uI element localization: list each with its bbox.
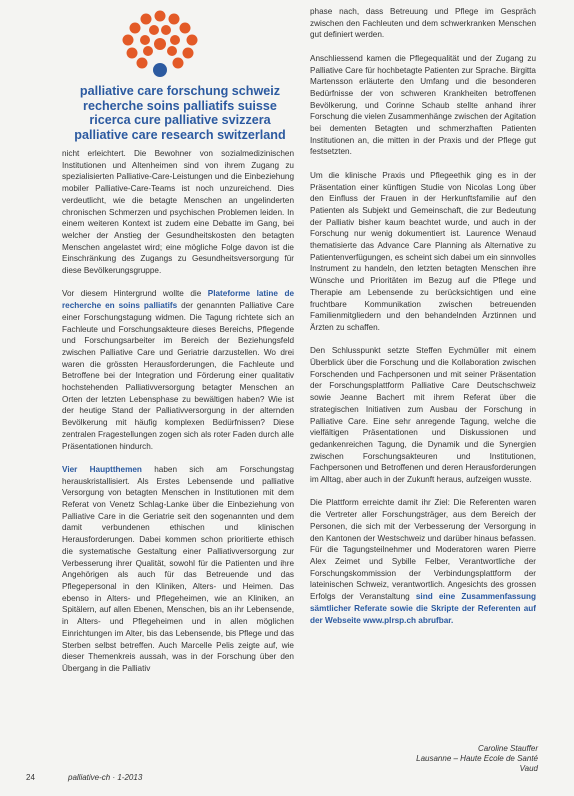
paragraph: Den Schlusspunkt setzte Steffen Eychmüller mit einem Überblick über die Forschung und die Kollaboration zwischen Forschenden und Fachpersonen und mit seiner Präsentation der Forschungsplattform Palliative Care Deutschschweiz sowie Jeanne Bachert mit ihrem Referat über die strategischen Initiativen zum Ausbau der Forschung in Palliative Care. Eine sehr anregende Tagung, welche die vielfältigen Präsentationen und Diskussionen und gedankenreichen Tagung, die Dynamik und die Synergien zwischen Forschungsakteuren und Institutionen, Fachpersonen und Betroffenen und deren Herausforderungen im Alltag, aber auch in der Zukunft heraus, aufzeigen wusste. <box>310 346 536 485</box>
paragraph: Die Plattform erreichte damit ihr Ziel: Die Referenten waren die Vertreter aller Forschungsträger, aus dem Bereich der Personen, die sich mit der Verbesserung der Versorgung in den Kantonen der Westschweiz und darüber hinaus befassen. Für die Tagungsteilnehmer und Moderatoren waren Pierre Alex Zeimet und Sybille Felber, Verantwortliche der Forschungskommission der Verbindungsplattform der lateinischen Schweiz, verantwortlich. Angesichts des grossen Erfolgs der Veranstaltung sind eine Zusammenfassung sämtlicher Referate sowie die Skripte der Referenten auf der Webseite www.plrsp.ch abrufbar. <box>310 498 536 625</box>
highlight-text: sind eine Zusammenfassung sämtlicher Referate sowie die Skripte der Referenten auf der Webseite www.plrsp.ch abrufbar. <box>310 592 536 625</box>
right-column <box>310 6 536 638</box>
tagline-de: palliative care forschung schweiz <box>79 84 281 98</box>
left-column <box>62 148 294 686</box>
paragraph: nicht erleichtert. Die Bewohner von sozialmedizinischen Institutionen und Altenheimen sind von ihrem Zugang zu spezialisierten Palliative-Care-Leistungen und die Einbeziehung mobiler Palliative-Care-Teams ist noch unzureichend. Dies verdeutlicht, wie die betagte Menschen an ungelinderten chronischen Schmerzen und psychischen Problemen leiden. In einem weiteren Kontext ist zudem eine Debatte im Gang, bei welcher der Anstieg der Gesundheitskosten den betagten Menschen angelastet wird; eine mögliche Folge davon ist die Einschränkung des Zugangs zu Gesundheitsversorgung für diese Bevölkerungsgruppe. <box>62 149 294 276</box>
highlight-text: Plateforme latine de recherche en soins palliatifs <box>62 289 294 311</box>
paragraph: Vier Hauptthemen haben sich am Forschungstag herauskristallisiert. Als Erstes Lebensende und palliative Versorgung von betagten Menschen in Institutionen mit dem Referat von Venetz Schlag-Lanke über die Einbeziehung von Palliative Care in die Geriatrie seit den sogenannten und dem damit verbundenen ethischen und klinischen Herausforderungen. Dabei kommen schon prioritierte ethisch die systematische Gestaltung einer Palliativversorgung zur Verbesserung ihrer Qualität, sowohl für die Patienten und ihre Angehörigen als auch für das Betreuende und das Pflegepersonal in den Kliniken, Alters- und Heimen. Das ebenso in Alters- und Pflegeheimen, wie an Kliniken, an Spitälern, auf allen Ebenen, Menschen, bis an ihr Lebensende, in Alters- und Pflegeheimen und in allen möglichen Einrichtungen im Alter, bis das Lebensende, bis Pflege und das Sterben selbst betreffen. Auch Marcelle Pelis zeigte auf, wie dieser Themenkreis aussah, was in der Forschung über den Übergang in die Palliativ <box>62 464 294 673</box>
paragraph: Anschliessend kamen die Pflegequalität und der Zugang zu Palliative Care für hochbetagte Patienten zur Sprache. Birgitta Martensson erläuterte den Umfang und die besonderen Bedürfnisse der von schweren Krankheiten betroffenen Bevölkerung, und Corinne Schaub stellte anhand ihrer Forschung die vielen Zusammenhänge zwischen der Agitation bei dementen Betagten und schmerzhaften Patienten Institutionen an, die mitten in der Praxis und der Pflege gut festsetzten. <box>310 53 536 157</box>
tagline-fr: recherche soins palliatifs suisse <box>83 98 277 113</box>
highlight-text: Vier Hauptthemen <box>62 464 142 474</box>
page-number: 24 <box>26 773 35 782</box>
paragraph: Vor diesem Hintergrund wollte die Plateforme latine de recherche en soins palliatifs der genannten Palliative Care einer Forschungstagung widmen. Die Tagung richtete sich an Fachleute und Forschungsakteure dieses Bereichs, Pflegende und Forschungsarbeiter im Bereich der Beziehungsfeld zwischen Palliative Care und Geriatrie darzustellen. Wo drei waren die grössten Herausforderungen, die Fachleute und Betroffene bei der Integration und Förderung einer qualitativ hochstehenden Palliativversorgung betagter Menschen an Orten der letzten Lebensphase zu bewältigen haben? Wie ist der heutige Stand der Palliativversorgung in der alternden Bevölkerung mit häufig komplexen Bedürfnissen? Diese zentralen Fragestellungen zogen sich als roter Faden durch alle Präsentationen hindurch. <box>62 289 295 451</box>
paragraph: phase nach, dass Betreuung und Pflege im Gespräch zwischen den Fachleuten und dem schwerkranken Menschen gut definiert werden. <box>310 7 536 40</box>
author-name: Caroline Stauffer <box>477 744 538 753</box>
tagline-en: palliative care research switzerland <box>74 127 286 142</box>
palliative-care-logo <box>118 8 202 80</box>
author-affiliation: Lausanne – Haute Ecole de Santé Vaud <box>416 754 538 773</box>
paragraph: Um die klinische Praxis und Pflegeethik ging es in der Präsentation einer künftigen Studie von Nicolas Long über den Einfluss der Frauen in der Herkunftsfamilie auf den Patienten als Subjekt und Gemeinschaft, die zur Bedeutung der Palliativ bisher kaum beachtet wurde, und auch in der Forschung nur wenig dokumentiert ist. Laurence Wenaud thematisierte das Advance Care Planning als Alternative zu Patientenverfügungen, es scheint sich dabei um ein sinnvolles Instrument zu handeln, den letzten betagten Menschen ihre Wünsche und Prioritäten im Bezug auf die Pflege und Therapie am Lebensende zu berücksichtigen und eine fruchtbare Kommunikation zwischen betreuenden Familienmitgliedern und den behandelnden Ärztinnen und Ärzten zu schaffen. <box>310 170 536 332</box>
tagline <box>58 84 302 142</box>
tagline-it: ricerca cure palliative svizzera <box>89 113 271 128</box>
author-signature <box>402 744 538 774</box>
journal-name: palliative-ch · 1-2013 <box>68 773 143 782</box>
